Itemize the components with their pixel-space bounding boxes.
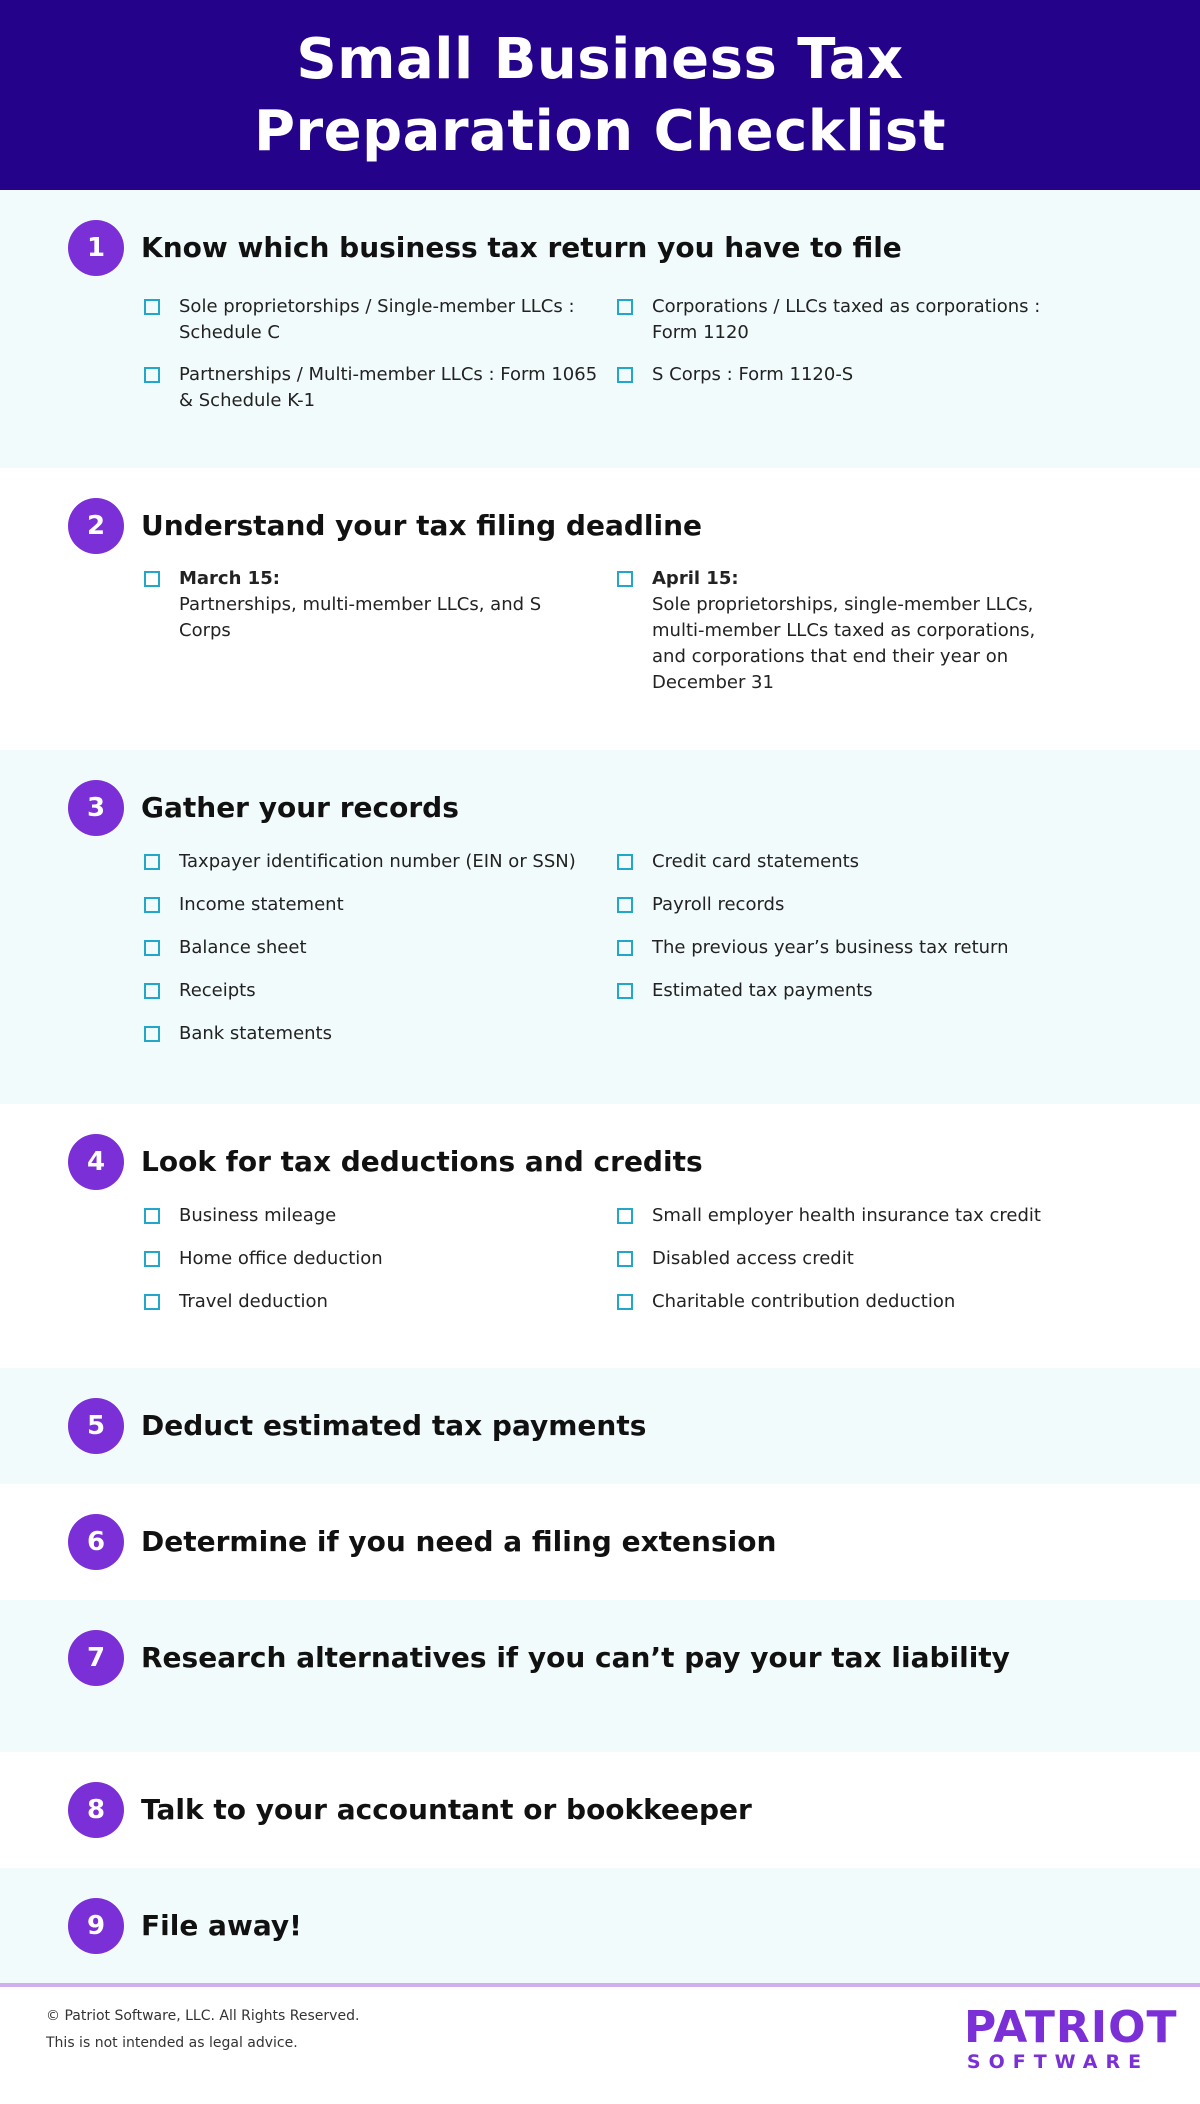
checkbox-icon[interactable] — [144, 1026, 160, 1042]
section-7 — [0, 1600, 1200, 1752]
section-title-2: Understand your tax filing deadline — [141, 509, 703, 542]
checkbox-icon[interactable] — [144, 940, 160, 956]
checklist-item[interactable]: Balance sheet — [179, 935, 599, 961]
copyright-text: © Patriot Software, LLC. All Rights Reserved. — [46, 2008, 360, 2024]
step-number-6: 6 — [68, 1514, 124, 1570]
section-4 — [0, 1104, 1200, 1368]
section-5 — [0, 1368, 1200, 1484]
section-title-7: Research alternatives if you can’t pay your tax liability — [141, 1641, 1010, 1674]
section-2 — [0, 468, 1200, 750]
disclaimer-text: This is not intended as legal advice. — [46, 2035, 298, 2051]
section-title-5: Deduct estimated tax payments — [141, 1409, 647, 1442]
step-number-8: 8 — [68, 1782, 124, 1838]
step-number-1: 1 — [68, 220, 124, 276]
checkbox-icon[interactable] — [617, 571, 633, 587]
checklist-item[interactable] — [652, 566, 1052, 696]
checkbox-icon[interactable] — [617, 367, 633, 383]
footer-divider — [0, 1983, 1200, 1987]
checklist-item[interactable] — [179, 566, 579, 644]
step-number-7: 7 — [68, 1630, 124, 1686]
checkbox-icon[interactable] — [617, 854, 633, 870]
step-number-5: 5 — [68, 1398, 124, 1454]
checklist-item[interactable]: Charitable contribution deduction — [652, 1289, 1072, 1315]
deadline-description: Sole proprietorships, single-member LLCs, multi-member LLCs taxed as corporations, and corporations that end their year on December 31 — [652, 594, 1036, 693]
checkbox-icon[interactable] — [144, 1294, 160, 1310]
step-number-4: 4 — [68, 1134, 124, 1190]
checklist-item[interactable]: Receipts — [179, 978, 599, 1004]
checkbox-icon[interactable] — [617, 299, 633, 315]
checklist-item[interactable]: S Corps : Form 1120-S — [652, 362, 1072, 388]
checkbox-icon[interactable] — [144, 897, 160, 913]
title-line-2: Preparation Checklist — [253, 99, 947, 164]
page-title — [0, 0, 1200, 168]
checklist-item[interactable]: The previous year’s business tax return — [652, 935, 1072, 961]
checklist-item[interactable]: Credit card statements — [652, 849, 1072, 875]
section-6 — [0, 1484, 1200, 1600]
logo-wordmark: PATRIOT — [964, 2002, 1178, 2053]
section-title-6: Determine if you need a filing extension — [141, 1525, 777, 1558]
checklist-item[interactable]: Estimated tax payments — [652, 978, 1072, 1004]
section-title-3: Gather your records — [141, 791, 459, 824]
section-title-4: Look for tax deductions and credits — [141, 1145, 703, 1178]
checkbox-icon[interactable] — [617, 940, 633, 956]
deadline-date: March 15: — [179, 568, 280, 589]
section-9 — [0, 1868, 1200, 1983]
title-line-1: Small Business Tax — [296, 27, 904, 92]
checklist-item[interactable]: Home office deduction — [179, 1246, 599, 1272]
checkbox-icon[interactable] — [144, 854, 160, 870]
step-number-9: 9 — [68, 1898, 124, 1954]
section-title-9: File away! — [141, 1909, 302, 1942]
checklist-item[interactable]: Disabled access credit — [652, 1246, 1072, 1272]
logo-subtitle: SOFTWARE — [966, 2051, 1150, 2073]
checkbox-icon[interactable] — [144, 299, 160, 315]
section-3 — [0, 750, 1200, 1104]
checkbox-icon[interactable] — [144, 983, 160, 999]
checklist-item[interactable]: Travel deduction — [179, 1289, 599, 1315]
checkbox-icon[interactable] — [617, 1251, 633, 1267]
section-1 — [0, 190, 1200, 468]
checklist-item[interactable]: Payroll records — [652, 892, 1072, 918]
checklist-item[interactable]: Business mileage — [179, 1203, 599, 1229]
step-number-2: 2 — [68, 498, 124, 554]
checkbox-icon[interactable] — [617, 897, 633, 913]
step-number-3: 3 — [68, 780, 124, 836]
checklist-item[interactable]: Small employer health insurance tax credit — [652, 1203, 1112, 1229]
checkbox-icon[interactable] — [144, 367, 160, 383]
header-banner — [0, 0, 1200, 190]
checkbox-icon[interactable] — [617, 1294, 633, 1310]
checklist-item[interactable]: Sole proprietorships / Single-member LLCs : Schedule C — [179, 294, 599, 346]
checklist-item[interactable]: Bank statements — [179, 1021, 599, 1047]
section-title-8: Talk to your accountant or bookkeeper — [141, 1793, 752, 1826]
checkbox-icon[interactable] — [617, 983, 633, 999]
checklist-item[interactable]: Taxpayer identification number (EIN or SSN) — [179, 849, 599, 875]
deadline-description: Partnerships, multi-member LLCs, and S Corps — [179, 594, 542, 641]
checkbox-icon[interactable] — [144, 1208, 160, 1224]
section-title-1: Know which business tax return you have to file — [141, 231, 902, 264]
checklist-item[interactable]: Corporations / LLCs taxed as corporations : Form 1120 — [652, 294, 1072, 346]
section-8 — [0, 1752, 1200, 1868]
deadline-date: April 15: — [652, 568, 739, 589]
checkbox-icon[interactable] — [144, 1251, 160, 1267]
checklist-item[interactable]: Income statement — [179, 892, 599, 918]
checklist-item[interactable]: Partnerships / Multi-member LLCs : Form 1065 & Schedule K-1 — [179, 362, 599, 414]
checkbox-icon[interactable] — [617, 1208, 633, 1224]
checkbox-icon[interactable] — [144, 571, 160, 587]
